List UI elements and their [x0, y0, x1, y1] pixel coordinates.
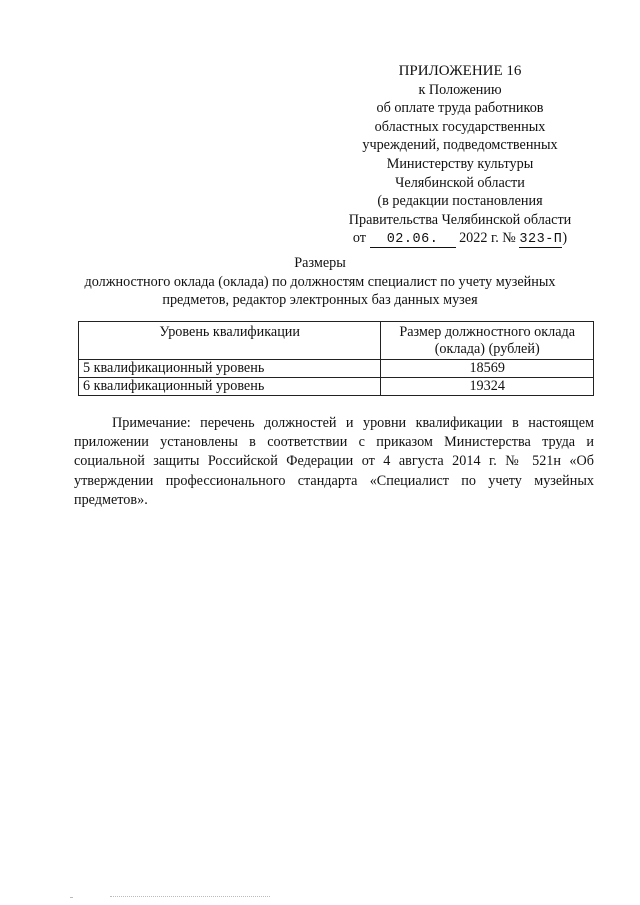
appendix-line: областных государственных — [374, 118, 546, 135]
scan-artifact — [110, 896, 270, 897]
table-header-row — [79, 322, 594, 360]
appendix-line: к Положению — [418, 81, 502, 98]
resolution-number: 323-П — [519, 232, 563, 248]
salary-table — [78, 321, 594, 396]
document-title — [60, 254, 580, 310]
table-row — [79, 378, 594, 396]
appendix-line: учреждений, подведомственных — [362, 137, 558, 154]
appendix-number: ПРИЛОЖЕНИЕ 16 — [398, 63, 522, 79]
salary-cell: 18569 — [381, 360, 594, 378]
scan-artifact — [70, 897, 73, 898]
title-line: должностного оклада (оклада) по должностям специалист по учету музейных — [84, 273, 556, 290]
title-line: Размеры — [294, 255, 346, 271]
level-cell: 6 квалификационный уровень — [79, 378, 381, 396]
note-paragraph: Примечание: перечень должностей и уровни квалификации в настоящем приложении установлены в соответствии с приказом Министерства труда и социальной защиты Российской Федерации от 4 августа 2014 г. № 521н «Об утверждении профессионального стандарта «Специалист по учету музейных предметов». — [74, 415, 594, 508]
close-paren: ) — [562, 230, 568, 247]
header-salary: Размер должностного оклада (оклада) (рублей) — [381, 322, 594, 360]
appendix-line: об оплате труда работников — [376, 100, 544, 117]
resolution-date: 02.06. — [370, 232, 456, 248]
appendix-line: Челябинской области — [395, 174, 525, 191]
table-row — [79, 360, 594, 378]
appendix-line: Правительства Челябинской области — [348, 211, 572, 228]
salary-cell: 19324 — [381, 378, 594, 396]
appendix-line: Министерству культуры — [386, 155, 534, 172]
appendix-line: (в редакции постановления — [377, 193, 543, 210]
resolution-year: 2022 г. № — [459, 230, 516, 247]
date-prefix: от — [352, 230, 366, 247]
appendix-header — [340, 62, 580, 248]
resolution-date-line — [340, 229, 580, 248]
level-cell: 5 квалификационный уровень — [79, 360, 381, 378]
header-level: Уровень квалификации — [79, 322, 381, 360]
title-line: предметов, редактор электронных баз данных музея — [162, 292, 478, 309]
